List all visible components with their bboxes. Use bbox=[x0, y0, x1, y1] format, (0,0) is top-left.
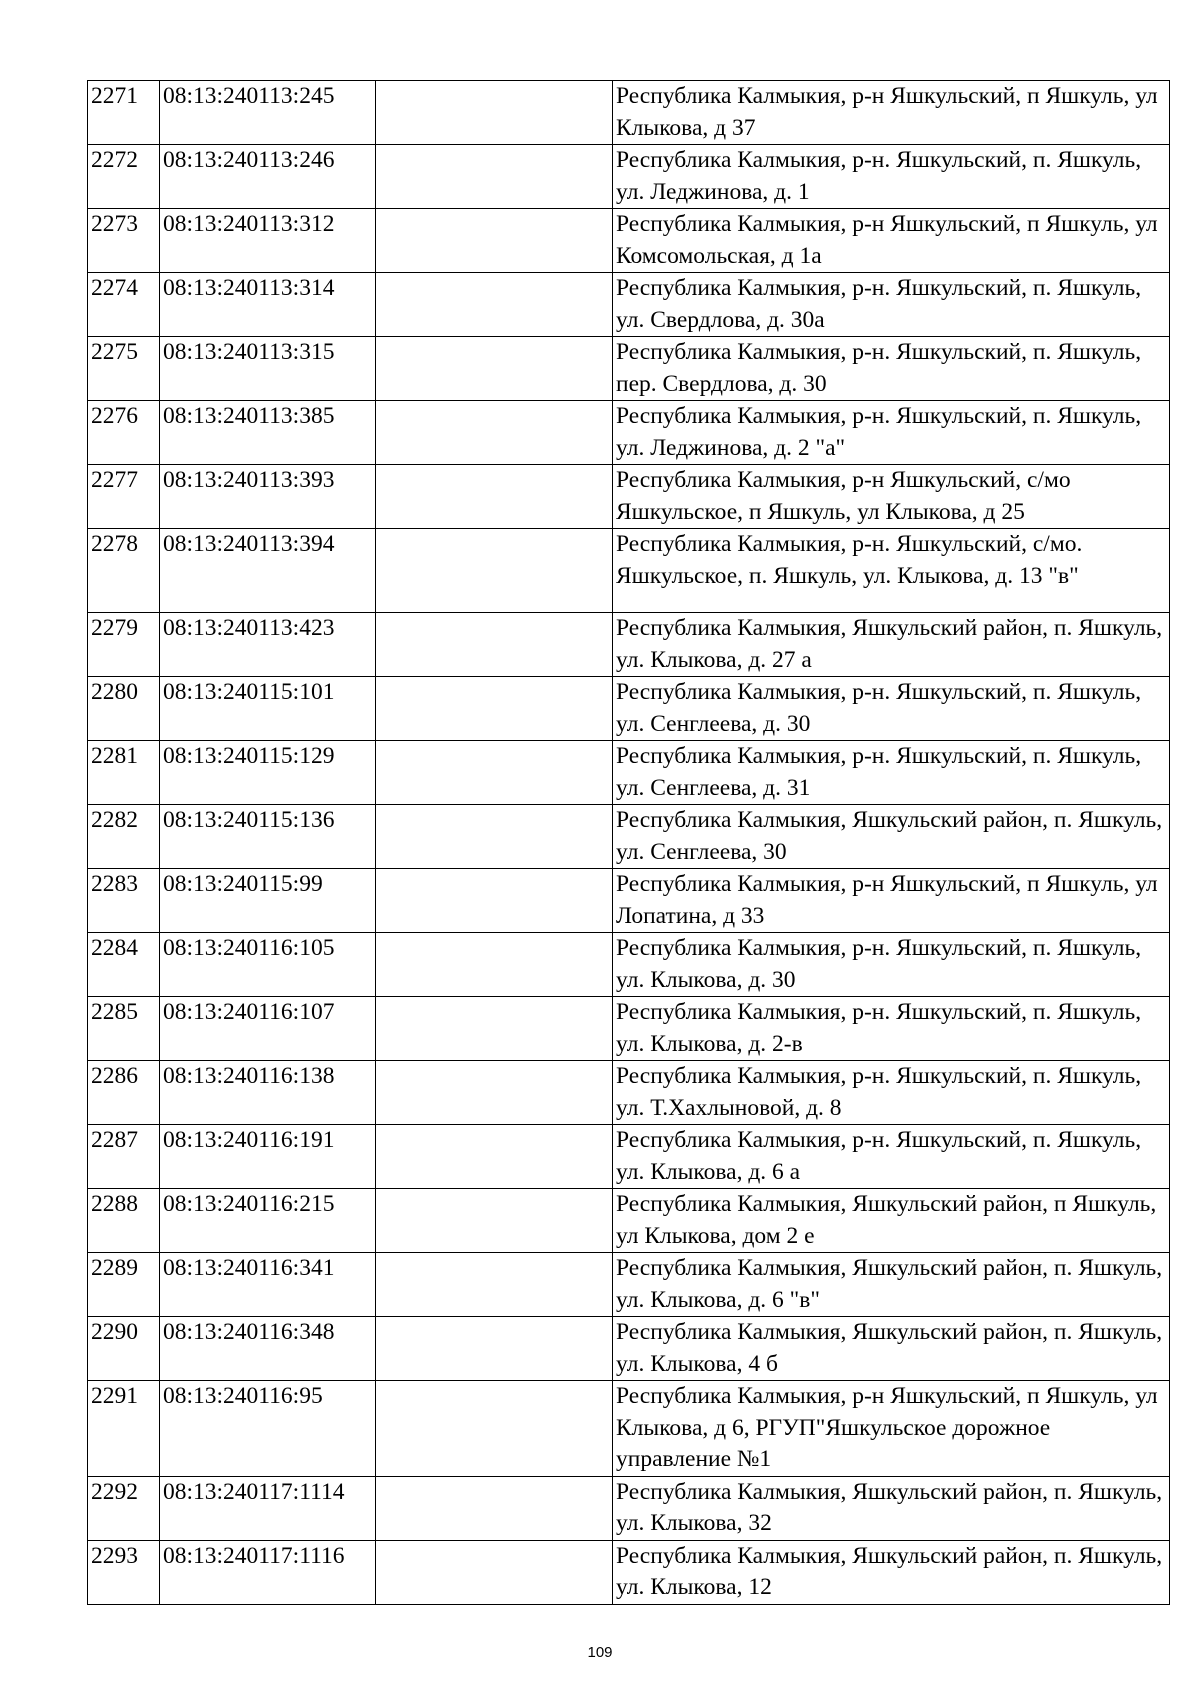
row-number-cell: 2275 bbox=[88, 337, 160, 401]
cadastral-number-cell: 08:13:240116:348 bbox=[160, 1317, 376, 1381]
empty-cell bbox=[376, 401, 613, 465]
table-row bbox=[88, 1125, 1170, 1189]
cadastral-number-cell: 08:13:240116:107 bbox=[160, 997, 376, 1061]
row-number-cell: 2291 bbox=[88, 1381, 160, 1477]
row-number-cell: 2280 bbox=[88, 677, 160, 741]
row-number-cell: 2271 bbox=[88, 81, 160, 145]
table-row bbox=[88, 145, 1170, 209]
row-number-cell: 2281 bbox=[88, 741, 160, 805]
table-row bbox=[88, 1381, 1170, 1477]
page-number: 109 bbox=[587, 1644, 613, 1661]
registry-table bbox=[87, 80, 1170, 1605]
empty-cell bbox=[376, 81, 613, 145]
address-cell: Республика Калмыкия, р-н Яшкульский, п Яшкуль, ул Клыкова, д 6, РГУП"Яшкульское дорожное управление №1 bbox=[613, 1381, 1170, 1477]
cadastral-number-cell: 08:13:240113:394 bbox=[160, 529, 376, 613]
cadastral-number-cell: 08:13:240113:393 bbox=[160, 465, 376, 529]
table-row bbox=[88, 805, 1170, 869]
cadastral-number-cell: 08:13:240115:136 bbox=[160, 805, 376, 869]
cadastral-number-cell: 08:13:240116:138 bbox=[160, 1061, 376, 1125]
registry-table-body bbox=[88, 81, 1170, 1605]
empty-cell bbox=[376, 209, 613, 273]
table-row bbox=[88, 1476, 1170, 1540]
empty-cell bbox=[376, 465, 613, 529]
cadastral-number-cell: 08:13:240113:312 bbox=[160, 209, 376, 273]
address-cell: Республика Калмыкия, р-н Яшкульский, с/мо Яшкульское, п Яшкуль, ул Клыкова, д 25 bbox=[613, 465, 1170, 529]
empty-cell bbox=[376, 1476, 613, 1540]
address-cell: Республика Калмыкия, р-н Яшкульский, п Яшкуль, ул Лопатина, д 33 bbox=[613, 869, 1170, 933]
cadastral-number-cell: 08:13:240113:423 bbox=[160, 613, 376, 677]
row-number-cell: 2278 bbox=[88, 529, 160, 613]
cadastral-number-cell: 08:13:240115:101 bbox=[160, 677, 376, 741]
address-cell: Республика Калмыкия, р-н. Яшкульский, п. Яшкуль, ул. Клыкова, д. 2-в bbox=[613, 997, 1170, 1061]
empty-cell bbox=[376, 273, 613, 337]
row-number-cell: 2276 bbox=[88, 401, 160, 465]
address-cell: Республика Калмыкия, р-н. Яшкульский, п. Яшкуль, пер. Свердлова, д. 30 bbox=[613, 337, 1170, 401]
cadastral-number-cell: 08:13:240116:105 bbox=[160, 933, 376, 997]
empty-cell bbox=[376, 1253, 613, 1317]
cadastral-number-cell: 08:13:240113:245 bbox=[160, 81, 376, 145]
row-number-cell: 2274 bbox=[88, 273, 160, 337]
table-row bbox=[88, 869, 1170, 933]
address-cell: Республика Калмыкия, р-н. Яшкульский, п. Яшкуль, ул. Леджинова, д. 2 "а" bbox=[613, 401, 1170, 465]
empty-cell bbox=[376, 529, 613, 613]
table-row bbox=[88, 613, 1170, 677]
row-number-cell: 2284 bbox=[88, 933, 160, 997]
cadastral-number-cell: 08:13:240116:95 bbox=[160, 1381, 376, 1477]
row-number-cell: 2285 bbox=[88, 997, 160, 1061]
row-number-cell: 2287 bbox=[88, 1125, 160, 1189]
cadastral-number-cell: 08:13:240115:129 bbox=[160, 741, 376, 805]
table-row bbox=[88, 1540, 1170, 1604]
table-row bbox=[88, 209, 1170, 273]
table-row bbox=[88, 401, 1170, 465]
address-cell: Республика Калмыкия, р-н. Яшкульский, п. Яшкуль, ул. Сенглеева, д. 30 bbox=[613, 677, 1170, 741]
cadastral-number-cell: 08:13:240113:385 bbox=[160, 401, 376, 465]
empty-cell bbox=[376, 1125, 613, 1189]
address-cell: Республика Калмыкия, р-н. Яшкульский, п. Яшкуль, ул. Леджинова, д. 1 bbox=[613, 145, 1170, 209]
cadastral-number-cell: 08:13:240113:314 bbox=[160, 273, 376, 337]
table-row bbox=[88, 81, 1170, 145]
row-number-cell: 2273 bbox=[88, 209, 160, 273]
row-number-cell: 2289 bbox=[88, 1253, 160, 1317]
empty-cell bbox=[376, 613, 613, 677]
address-cell: Республика Калмыкия, Яшкульский район, п. Яшкуль, ул. Клыкова, 32 bbox=[613, 1476, 1170, 1540]
cadastral-number-cell: 08:13:240116:215 bbox=[160, 1189, 376, 1253]
empty-cell bbox=[376, 741, 613, 805]
empty-cell bbox=[376, 1061, 613, 1125]
empty-cell bbox=[376, 933, 613, 997]
row-number-cell: 2277 bbox=[88, 465, 160, 529]
table-row bbox=[88, 1061, 1170, 1125]
table-row bbox=[88, 529, 1170, 613]
row-number-cell: 2293 bbox=[88, 1540, 160, 1604]
address-cell: Республика Калмыкия, р-н. Яшкульский, п. Яшкуль, ул. Свердлова, д. 30а bbox=[613, 273, 1170, 337]
table-row bbox=[88, 1253, 1170, 1317]
row-number-cell: 2292 bbox=[88, 1476, 160, 1540]
table-row bbox=[88, 1189, 1170, 1253]
address-cell: Республика Калмыкия, Яшкульский район, п. Яшкуль, ул. Клыкова, 4 б bbox=[613, 1317, 1170, 1381]
address-cell: Республика Калмыкия, р-н. Яшкульский, с/мо. Яшкульское, п. Яшкуль, ул. Клыкова, д. 13 "в" bbox=[613, 529, 1170, 613]
row-number-cell: 2282 bbox=[88, 805, 160, 869]
row-number-cell: 2283 bbox=[88, 869, 160, 933]
table-row bbox=[88, 741, 1170, 805]
row-number-cell: 2279 bbox=[88, 613, 160, 677]
empty-cell bbox=[376, 1189, 613, 1253]
table-row bbox=[88, 933, 1170, 997]
cadastral-number-cell: 08:13:240117:1114 bbox=[160, 1476, 376, 1540]
row-number-cell: 2288 bbox=[88, 1189, 160, 1253]
empty-cell bbox=[376, 1540, 613, 1604]
empty-cell bbox=[376, 805, 613, 869]
row-number-cell: 2290 bbox=[88, 1317, 160, 1381]
address-cell: Республика Калмыкия, р-н Яшкульский, п Яшкуль, ул Комсомольская, д 1а bbox=[613, 209, 1170, 273]
cadastral-number-cell: 08:13:240113:246 bbox=[160, 145, 376, 209]
empty-cell bbox=[376, 145, 613, 209]
address-cell: Республика Калмыкия, Яшкульский район, п. Яшкуль, ул. Сенглеева, 30 bbox=[613, 805, 1170, 869]
table-row bbox=[88, 1317, 1170, 1381]
empty-cell bbox=[376, 337, 613, 401]
empty-cell bbox=[376, 997, 613, 1061]
table-row bbox=[88, 337, 1170, 401]
cadastral-number-cell: 08:13:240116:341 bbox=[160, 1253, 376, 1317]
cadastral-number-cell: 08:13:240113:315 bbox=[160, 337, 376, 401]
row-number-cell: 2286 bbox=[88, 1061, 160, 1125]
empty-cell bbox=[376, 1317, 613, 1381]
table-row bbox=[88, 465, 1170, 529]
address-cell: Республика Калмыкия, Яшкульский район, п. Яшкуль, ул. Клыкова, д. 6 "в" bbox=[613, 1253, 1170, 1317]
table-row bbox=[88, 997, 1170, 1061]
table-row bbox=[88, 273, 1170, 337]
cadastral-number-cell: 08:13:240116:191 bbox=[160, 1125, 376, 1189]
cadastral-number-cell: 08:13:240117:1116 bbox=[160, 1540, 376, 1604]
address-cell: Республика Калмыкия, Яшкульский район, п. Яшкуль, ул. Клыкова, 12 bbox=[613, 1540, 1170, 1604]
address-cell: Республика Калмыкия, р-н. Яшкульский, п. Яшкуль, ул. Сенглеева, д. 31 bbox=[613, 741, 1170, 805]
table-row bbox=[88, 677, 1170, 741]
address-cell: Республика Калмыкия, р-н. Яшкульский, п. Яшкуль, ул. Клыкова, д. 6 а bbox=[613, 1125, 1170, 1189]
address-cell: Республика Калмыкия, р-н. Яшкульский, п. Яшкуль, ул. Т.Хахлыновой, д. 8 bbox=[613, 1061, 1170, 1125]
row-number-cell: 2272 bbox=[88, 145, 160, 209]
address-cell: Республика Калмыкия, р-н. Яшкульский, п. Яшкуль, ул. Клыкова, д. 30 bbox=[613, 933, 1170, 997]
address-cell: Республика Калмыкия, Яшкульский район, п Яшкуль, ул Клыкова, дом 2 е bbox=[613, 1189, 1170, 1253]
address-cell: Республика Калмыкия, Яшкульский район, п. Яшкуль, ул. Клыкова, д. 27 а bbox=[613, 613, 1170, 677]
empty-cell bbox=[376, 869, 613, 933]
cadastral-number-cell: 08:13:240115:99 bbox=[160, 869, 376, 933]
empty-cell bbox=[376, 677, 613, 741]
empty-cell bbox=[376, 1381, 613, 1477]
address-cell: Республика Калмыкия, р-н Яшкульский, п Яшкуль, ул Клыкова, д 37 bbox=[613, 81, 1170, 145]
